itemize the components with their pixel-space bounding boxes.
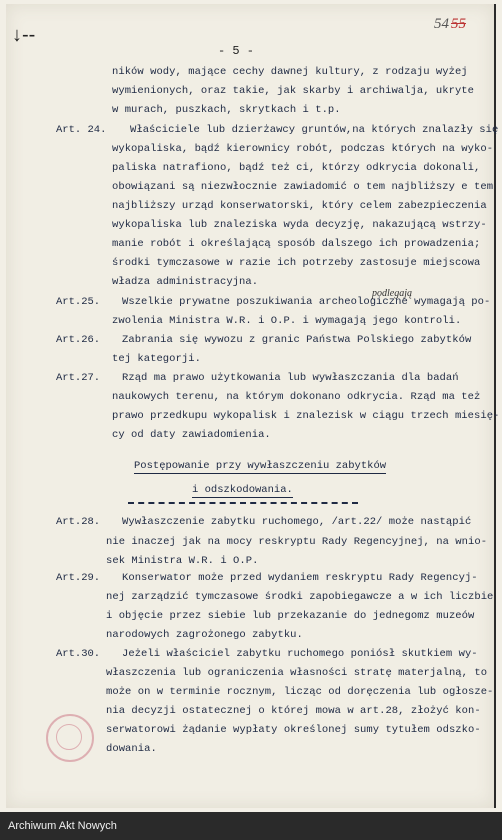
text-line: nie inaczej jak na mocy reskryptu Rady Regencyjnej, na wnio- [106,536,488,548]
margin-mark: ↓-- [12,24,36,46]
text-line: wymienionych, oraz takie, jak skarby i archiwalja, ukryte [112,85,475,97]
section-heading-line1: Postępowanie przy wywłaszczeniu zabytków [134,460,387,472]
interlinear-correction: podlegają [372,288,412,299]
text-line: serwatorowi żądanie wypłaty określonej sumy tytułem odszko- [106,724,481,736]
text-line: manie robót i określającą sposób dalszego ich prowadzenia; [112,238,481,250]
article-label: Art.29. [56,572,101,584]
text-line: Zabrania się wywozu z granic Państwa Polskiego zabytków [122,334,472,346]
text-line: może on w terminie rocznym, licząc od doręczenia lub ogłosze- [106,686,494,698]
section-heading-line2: i odszkodowania. [192,484,293,496]
text-line: najbliższy urząd konserwatorski, który celem zabezpieczenia [112,200,487,212]
text-line: cy od daty zawiadomienia. [112,429,271,441]
text-line: władza administracyjna. [112,276,259,288]
text-line: nia decyzji ostatecznej o której mowa w art.28, złożyć kon- [106,705,481,717]
text-line: nej zarządzić tymczasowe środki zapobiegawcze a w ich liczbie [106,591,494,603]
text-line: środki tymczasowe w razie ich potrzeby zastosuje miejscowa [112,257,481,269]
text-line: zwolenia Ministra W.R. i O.P. i wymagają jego kontroli. [112,315,462,327]
text-line: wykopaliska lub znaleziska wyda decyzję, nakazującą wstrzy- [112,219,487,231]
page-number: - 5 - [218,44,255,58]
text-line: Wywłaszczenie zabytku ruchomego, /art.22/ może nastąpić [122,516,472,528]
text-line: prawo przedkupu wykopalisk i znalezisk w ciągu trzech miesię- [112,410,500,422]
text-line: tej kategorji. [112,353,201,365]
text-line: właszczenia lub ograniczenia własności stratę materjalną, to [106,667,488,679]
text-line: paliska natrafiono, bądź też ci, którzy odkrycia dokonali, [112,162,481,174]
article-label: Art.30. [56,648,101,660]
text-line: i objęcie przez siebie lub przekazanie do jednegomz muzeów [106,610,475,622]
article-label: Art.25. [56,296,101,308]
article-label: Art.26. [56,334,101,346]
article-label: Art.28. [56,516,101,528]
text-line: sek Ministra W.R. i O.P. [106,555,259,567]
article-label: Art. 24. [56,124,107,136]
archive-stamp [46,714,94,762]
folio-number [434,16,466,33]
text-line: naukowych terenu, na którym dokonano odkrycia. Rząd ma też [112,391,481,403]
text-line: Właściciele lub dzierżawcy gruntów,na których znalazły się [130,124,499,136]
text-line: Rząd ma prawo użytkowania lub wywłaszczania dla badań [122,372,459,384]
article-label: Art.27. [56,372,101,384]
text-line: ników wody, mające cechy dawnej kultury, z rodzaju wyżej [112,66,468,78]
text-line: Jeżeli właściciel zabytku ruchomego poniósł skutkiem wy- [122,648,478,660]
text-line: obowiązani są niezwłocznie zawiadomić o tem najbliższy e tem [112,181,494,193]
text-line: narodowych zagrożonego zabytku. [106,629,303,641]
text-line: Wszelkie prywatne poszukiwania archeologiczne wymagają po- [122,296,491,308]
heading-rule [128,502,358,504]
text-line: wykopaliska, bądź kierownicy robót, podczas których na wyko- [112,143,494,155]
folio-current: 54 [434,16,449,32]
text-line: dowania. [106,743,157,755]
text-line: w murach, puszkach, skrytkach i t.p. [112,104,341,116]
folio-struck: 55 [451,16,466,32]
archive-footer: Archiwum Akt Nowych [0,812,502,840]
text-line: Konserwator może przed wydaniem reskryptu Rady Regencyj- [122,572,478,584]
